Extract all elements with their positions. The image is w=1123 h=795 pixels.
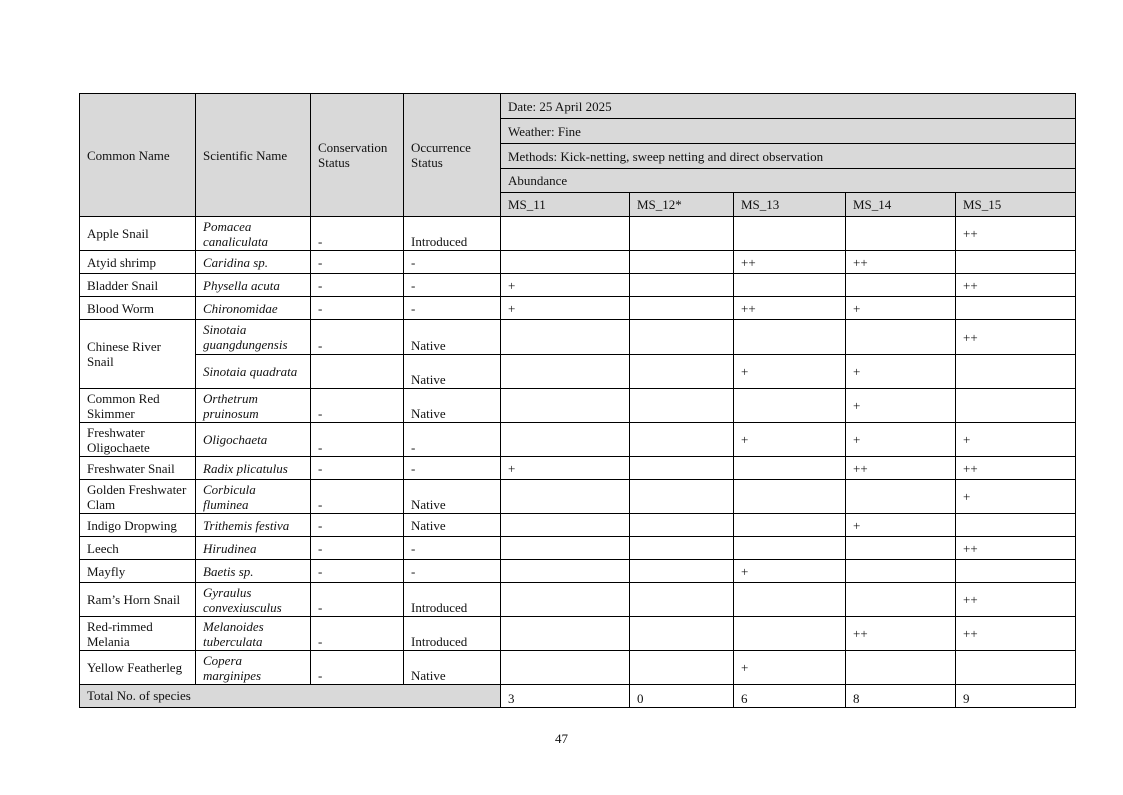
table-row	[80, 423, 1076, 457]
site-header: MS_14	[846, 193, 956, 217]
conservation-status-cell: -	[311, 457, 404, 480]
common-name-cell: Freshwater Oligochaete	[80, 423, 196, 457]
abundance-cell	[956, 297, 1076, 320]
conservation-status-cell: -	[311, 514, 404, 537]
abundance-cell	[734, 480, 846, 514]
abundance-cell	[630, 617, 734, 651]
conservation-status-cell: -	[311, 537, 404, 560]
conservation-status-cell: -	[311, 423, 404, 457]
common-name-cell: Golden Freshwater Clam	[80, 480, 196, 514]
occurrence-status-cell: -	[404, 537, 501, 560]
abundance-cell	[734, 274, 846, 297]
abundance-cell	[846, 274, 956, 297]
abundance-cell: +	[846, 297, 956, 320]
abundance-cell	[956, 355, 1076, 389]
abundance-cell: ++	[956, 537, 1076, 560]
abundance-cell	[501, 514, 630, 537]
abundance-cell	[630, 537, 734, 560]
abundance-cell	[501, 651, 630, 685]
occurrence-status-cell: Native	[404, 389, 501, 423]
abundance-cell	[501, 251, 630, 274]
abundance-cell: +	[501, 297, 630, 320]
site-header: MS_15	[956, 193, 1076, 217]
table-body	[80, 94, 1076, 708]
scientific-name-cell: Trithemis festiva	[196, 514, 311, 537]
occurrence-status-cell: Native	[404, 355, 501, 389]
abundance-cell: ++	[846, 457, 956, 480]
abundance-cell: +	[501, 457, 630, 480]
total-value: 8	[846, 685, 956, 708]
scientific-name-cell: Hirudinea	[196, 537, 311, 560]
scientific-name-cell: Copera marginipes	[196, 651, 311, 685]
table-row	[80, 537, 1076, 560]
header-row	[80, 94, 1076, 119]
abundance-cell: +	[846, 355, 956, 389]
abundance-cell: ++	[846, 617, 956, 651]
abundance-cell	[630, 514, 734, 537]
scientific-name-cell: Sinotaia guangdungensis	[196, 320, 311, 355]
common-name-cell: Apple Snail	[80, 217, 196, 251]
table-row	[80, 480, 1076, 514]
common-name-cell: Ram’s Horn Snail	[80, 583, 196, 617]
occurrence-status-cell: Native	[404, 514, 501, 537]
occurrence-status-cell: Native	[404, 480, 501, 514]
occurrence-status-cell: Introduced	[404, 617, 501, 651]
abundance-cell	[630, 457, 734, 480]
occurrence-status-cell: -	[404, 423, 501, 457]
conservation-status-cell: -	[311, 320, 404, 355]
conservation-status-cell: -	[311, 651, 404, 685]
table-row	[80, 651, 1076, 685]
occurrence-status-cell: -	[404, 251, 501, 274]
abundance-cell: ++	[956, 217, 1076, 251]
abundance-cell	[734, 217, 846, 251]
table-row	[80, 457, 1076, 480]
abundance-cell: +	[734, 355, 846, 389]
abundance-cell: +	[734, 651, 846, 685]
abundance-cell	[630, 651, 734, 685]
abundance-cell: +	[846, 389, 956, 423]
conservation-status-cell: -	[311, 297, 404, 320]
total-label: Total No. of species	[80, 685, 501, 708]
common-name-cell: Chinese River Snail	[80, 320, 196, 389]
site-header: MS_13	[734, 193, 846, 217]
abundance-cell	[501, 560, 630, 583]
abundance-cell: ++	[956, 457, 1076, 480]
table-row	[80, 217, 1076, 251]
abundance-cell: ++	[846, 251, 956, 274]
occurrence-status-cell: -	[404, 297, 501, 320]
occurrence-status-cell: Native	[404, 320, 501, 355]
occurrence-status-cell: Introduced	[404, 217, 501, 251]
abundance-cell	[846, 480, 956, 514]
abundance-cell	[501, 320, 630, 355]
table-row	[80, 274, 1076, 297]
abundance-cell	[501, 355, 630, 389]
abundance-cell	[630, 217, 734, 251]
abundance-cell	[846, 537, 956, 560]
table-row	[80, 514, 1076, 537]
survey-table	[79, 93, 1076, 708]
common-name-cell: Leech	[80, 537, 196, 560]
abundance-cell: +	[734, 560, 846, 583]
table-row	[80, 297, 1076, 320]
table-row	[80, 355, 1076, 389]
conservation-status-cell: -	[311, 389, 404, 423]
common-name-cell: Yellow Featherleg	[80, 651, 196, 685]
abundance-cell	[956, 651, 1076, 685]
scientific-name-header: Scientific Name	[196, 94, 311, 217]
date-cell: Date: 25 April 2025	[501, 94, 1076, 119]
abundance-cell	[630, 389, 734, 423]
site-header: MS_11	[501, 193, 630, 217]
abundance-cell: ++	[734, 251, 846, 274]
abundance-cell: +	[734, 423, 846, 457]
occurrence-status-cell: -	[404, 274, 501, 297]
scientific-name-cell: Caridina sp.	[196, 251, 311, 274]
table-row	[80, 320, 1076, 355]
abundance-cell: ++	[956, 617, 1076, 651]
total-row	[80, 685, 1076, 708]
abundance-cell: +	[846, 514, 956, 537]
abundance-cell	[846, 560, 956, 583]
weather-cell: Weather: Fine	[501, 119, 1076, 144]
site-header: MS_12*	[630, 193, 734, 217]
abundance-cell	[956, 389, 1076, 423]
common-name-cell: Blood Worm	[80, 297, 196, 320]
abundance-cell: ++	[734, 297, 846, 320]
abundance-cell	[734, 457, 846, 480]
scientific-name-cell: Gyraulus convexiusculus	[196, 583, 311, 617]
abundance-cell	[501, 480, 630, 514]
abundance-cell	[956, 514, 1076, 537]
abundance-cell	[501, 423, 630, 457]
conservation-status-cell: -	[311, 480, 404, 514]
table-row	[80, 560, 1076, 583]
common-name-cell: Mayfly	[80, 560, 196, 583]
abundance-cell: ++	[956, 583, 1076, 617]
occurrence-status-cell: -	[404, 457, 501, 480]
abundance-header: Abundance	[501, 169, 1076, 193]
conservation-status-cell: -	[311, 583, 404, 617]
occurrence-status-header: Occurrence Status	[404, 94, 501, 217]
common-name-cell: Atyid shrimp	[80, 251, 196, 274]
abundance-cell	[734, 320, 846, 355]
conservation-status-cell: -	[311, 617, 404, 651]
abundance-cell	[630, 274, 734, 297]
abundance-cell	[501, 389, 630, 423]
methods-cell: Methods: Kick-netting, sweep netting and direct observation	[501, 144, 1076, 169]
table-row	[80, 251, 1076, 274]
table-row	[80, 617, 1076, 651]
scientific-name-cell: Melanoides tuberculata	[196, 617, 311, 651]
conservation-status-cell	[311, 355, 404, 389]
page-number: 47	[555, 731, 568, 746]
occurrence-status-cell: Introduced	[404, 583, 501, 617]
abundance-cell	[630, 560, 734, 583]
scientific-name-cell: Corbicula fluminea	[196, 480, 311, 514]
scientific-name-cell: Radix plicatulus	[196, 457, 311, 480]
abundance-cell	[630, 423, 734, 457]
abundance-cell: +	[846, 423, 956, 457]
abundance-cell	[846, 320, 956, 355]
abundance-cell	[734, 514, 846, 537]
abundance-cell	[630, 251, 734, 274]
abundance-cell	[734, 617, 846, 651]
abundance-cell: +	[956, 480, 1076, 514]
abundance-cell	[630, 297, 734, 320]
total-value: 3	[501, 685, 630, 708]
total-value: 0	[630, 685, 734, 708]
scientific-name-cell: Chironomidae	[196, 297, 311, 320]
abundance-cell	[734, 583, 846, 617]
abundance-cell	[846, 217, 956, 251]
common-name-cell: Freshwater Snail	[80, 457, 196, 480]
total-value: 9	[956, 685, 1076, 708]
occurrence-status-cell: Native	[404, 651, 501, 685]
abundance-cell	[630, 320, 734, 355]
abundance-cell	[630, 355, 734, 389]
scientific-name-cell: Pomacea canaliculata	[196, 217, 311, 251]
common-name-cell: Indigo Dropwing	[80, 514, 196, 537]
abundance-cell	[846, 651, 956, 685]
abundance-cell	[501, 537, 630, 560]
abundance-cell	[956, 251, 1076, 274]
abundance-cell	[956, 560, 1076, 583]
abundance-cell	[630, 480, 734, 514]
common-name-cell: Bladder Snail	[80, 274, 196, 297]
scientific-name-cell: Oligochaeta	[196, 423, 311, 457]
common-name-header: Common Name	[80, 94, 196, 217]
common-name-cell: Common Red Skimmer	[80, 389, 196, 423]
common-name-cell: Red-rimmed Melania	[80, 617, 196, 651]
abundance-cell: +	[501, 274, 630, 297]
abundance-cell	[630, 583, 734, 617]
occurrence-status-cell: -	[404, 560, 501, 583]
abundance-cell	[734, 537, 846, 560]
scientific-name-cell: Orthetrum pruinosum	[196, 389, 311, 423]
abundance-cell: ++	[956, 274, 1076, 297]
conservation-status-cell: -	[311, 560, 404, 583]
conservation-status-header: Conservation Status	[311, 94, 404, 217]
scientific-name-cell: Physella acuta	[196, 274, 311, 297]
abundance-cell	[501, 583, 630, 617]
total-value: 6	[734, 685, 846, 708]
scientific-name-cell: Sinotaia quadrata	[196, 355, 311, 389]
conservation-status-cell: -	[311, 217, 404, 251]
conservation-status-cell: -	[311, 274, 404, 297]
abundance-cell	[846, 583, 956, 617]
abundance-cell	[501, 217, 630, 251]
abundance-cell: ++	[956, 320, 1076, 355]
conservation-status-cell: -	[311, 251, 404, 274]
abundance-cell	[734, 389, 846, 423]
abundance-cell	[501, 617, 630, 651]
table-row	[80, 583, 1076, 617]
scientific-name-cell: Baetis sp.	[196, 560, 311, 583]
table-row	[80, 389, 1076, 423]
abundance-cell: +	[956, 423, 1076, 457]
